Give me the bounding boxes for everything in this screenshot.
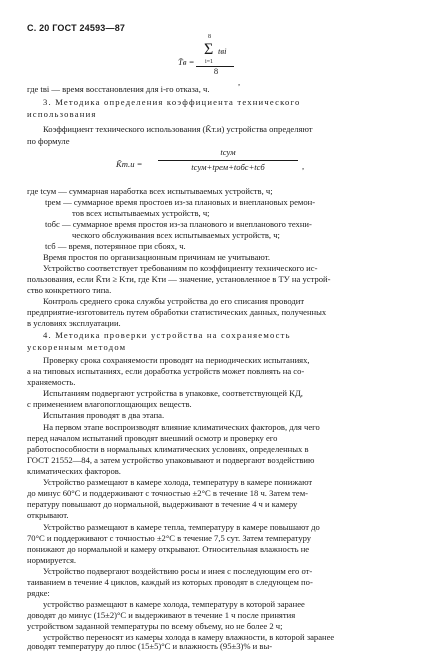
text-line: храняемость. xyxy=(27,377,76,387)
formula1-term: tвi xyxy=(218,46,227,56)
formula1-denominator: 8 xyxy=(213,66,219,76)
text-line: рядке: xyxy=(27,588,50,598)
formula-utilization-coefficient xyxy=(116,148,316,182)
formula-mean-recovery-time xyxy=(178,34,241,87)
text-line: ГОСТ 21552—84, а затем устройство упаковывают и подвергают воздействию xyxy=(27,455,315,465)
text-line: климатических факторов. xyxy=(27,466,121,476)
text-line: а на типовых испытаниях, если доработка устройств может повлиять на со- xyxy=(27,366,305,376)
formula1-numerator xyxy=(196,34,236,66)
text-line: в условиях эксплуатации. xyxy=(27,318,121,328)
text-line: работоспособности в нормальных климатических условиях, определенных в xyxy=(27,444,309,454)
page-header: С. 20 ГОСТ 24593—87 xyxy=(27,23,126,33)
text-line: доводят температуру до плюс (15±5)°С и влажность (95±3)% и вы- xyxy=(27,641,273,651)
text-line: перед началом испытаний проводят внешний осмотр и проверку его xyxy=(27,433,278,443)
text-line: Испытания проводят в два этапа. xyxy=(43,410,165,420)
text-line: Устройство размещают в камере холода, температуру в камере понижают xyxy=(43,477,313,487)
section-heading: ускоренным методом xyxy=(27,342,127,352)
text-line: предприятие-изготовитель путем обработки статистических данных, полученных xyxy=(27,307,327,317)
text-line: Проверку срока сохраняемости проводят на периодических испытаниях, xyxy=(43,355,310,365)
text-line: 70°С и поддерживают с точностью ±2°С в течение 7,5 сут. Затем температуру xyxy=(27,533,312,543)
text-line: пературу повышают до нормальной, выдерживают в течение 4 ч и камеру xyxy=(27,499,298,509)
text-line: tсб — время, потерянное при сбоях, ч. xyxy=(45,241,186,251)
text-line: таиванием в течение 4 циклов, каждый из которых проводят в следующем по- xyxy=(27,577,313,587)
formula1-sum-upper: 8 xyxy=(208,34,211,40)
text-line: с применением влагопоглощающих веществ. xyxy=(27,399,192,409)
text-line: устройство переносят из камеры холода в камеру влажности, в которой заранее xyxy=(43,632,335,642)
text-line: доводят до минус (15±2)°С и выдерживают в течение 1 ч после принятия xyxy=(27,610,296,620)
text-line: устройство размещают в камере холода, температуру в которой заранее xyxy=(43,599,305,609)
section-heading: 4. Методика проверки устройства на сохраняемость xyxy=(43,330,291,340)
text-line: ческого обслуживания всех испытываемых устройств, ч; xyxy=(72,230,280,240)
formula1-sum-lower: i=1 xyxy=(205,59,214,65)
text-line: Коэффициент технического использования (K̃т.и) устройства определяют xyxy=(43,124,313,134)
formula1-tail: , xyxy=(238,77,241,87)
text-line: устройством заданной температуры по всему объему, но не более 2 ч; xyxy=(27,621,283,631)
text-line: понижают до нормальной и камеру открывают. Относительная влажность не xyxy=(27,544,310,554)
text-line: пользования, если K̃ти ≥ Kти, где Kти — значение, установленное в ТУ на устрой- xyxy=(27,274,331,284)
text-line: tрем — суммарное время простоев из-за плановых и внеплановых ремон- xyxy=(45,197,316,207)
text-line: до минус 60°С и поддерживают с точностью ±2°С в течение 18 ч. Затем тем- xyxy=(27,488,309,498)
formula2-fraction xyxy=(158,148,298,172)
text-line: тов всех испытываемых устройств, ч; xyxy=(72,208,210,218)
text-line: На первом этапе воспроизводят влияние климатических факторов, для чего xyxy=(43,422,320,432)
formula2-numerator: tсум xyxy=(220,147,236,157)
formula2-denominator: tсум+tрем+tобс+tсб xyxy=(191,162,265,172)
text-line: tобс — суммарное время простоя из-за планового и внепланового техни- xyxy=(45,219,312,229)
formula2-tail: , xyxy=(302,161,305,171)
text-line: открывают. xyxy=(27,510,69,520)
text-line: Устройство размещают в камере тепла, температуру в камере повышают до xyxy=(43,522,320,532)
text-line: Устройство соответствует требованиям по коэффициенту технического ис- xyxy=(43,263,318,273)
text-line: Устройство подвергают воздействию росы и инея с последующим его от- xyxy=(43,566,313,576)
section-heading: 3. Методика определения коэффициента технического xyxy=(43,97,301,107)
text-line: нормируется. xyxy=(27,555,77,565)
formula1-fraction xyxy=(196,34,236,76)
text-line: ство конкретного типа. xyxy=(27,285,112,295)
text-line: по формуле xyxy=(27,136,70,146)
text-line: где tсум — суммарная наработка всех испытываемых устройств, ч; xyxy=(27,186,273,196)
text-line: Время простоя по организационным причинам не учитывают. xyxy=(43,252,270,262)
formula1-lhs: T̄в = xyxy=(178,57,195,67)
text-line: где tвi — время восстановления для i-го отказа, ч. xyxy=(27,84,210,94)
section-heading: использования xyxy=(27,109,97,119)
text-line: Испытаниям подвергают устройства в упаковке, соответствующей КД, xyxy=(43,388,303,398)
text-line: Контроль среднего срока службы устройства до его списания проводит xyxy=(43,296,305,306)
formula2-lhs: K̃т.и = xyxy=(116,159,143,169)
formula1-sum-sign: Σ xyxy=(204,41,214,58)
